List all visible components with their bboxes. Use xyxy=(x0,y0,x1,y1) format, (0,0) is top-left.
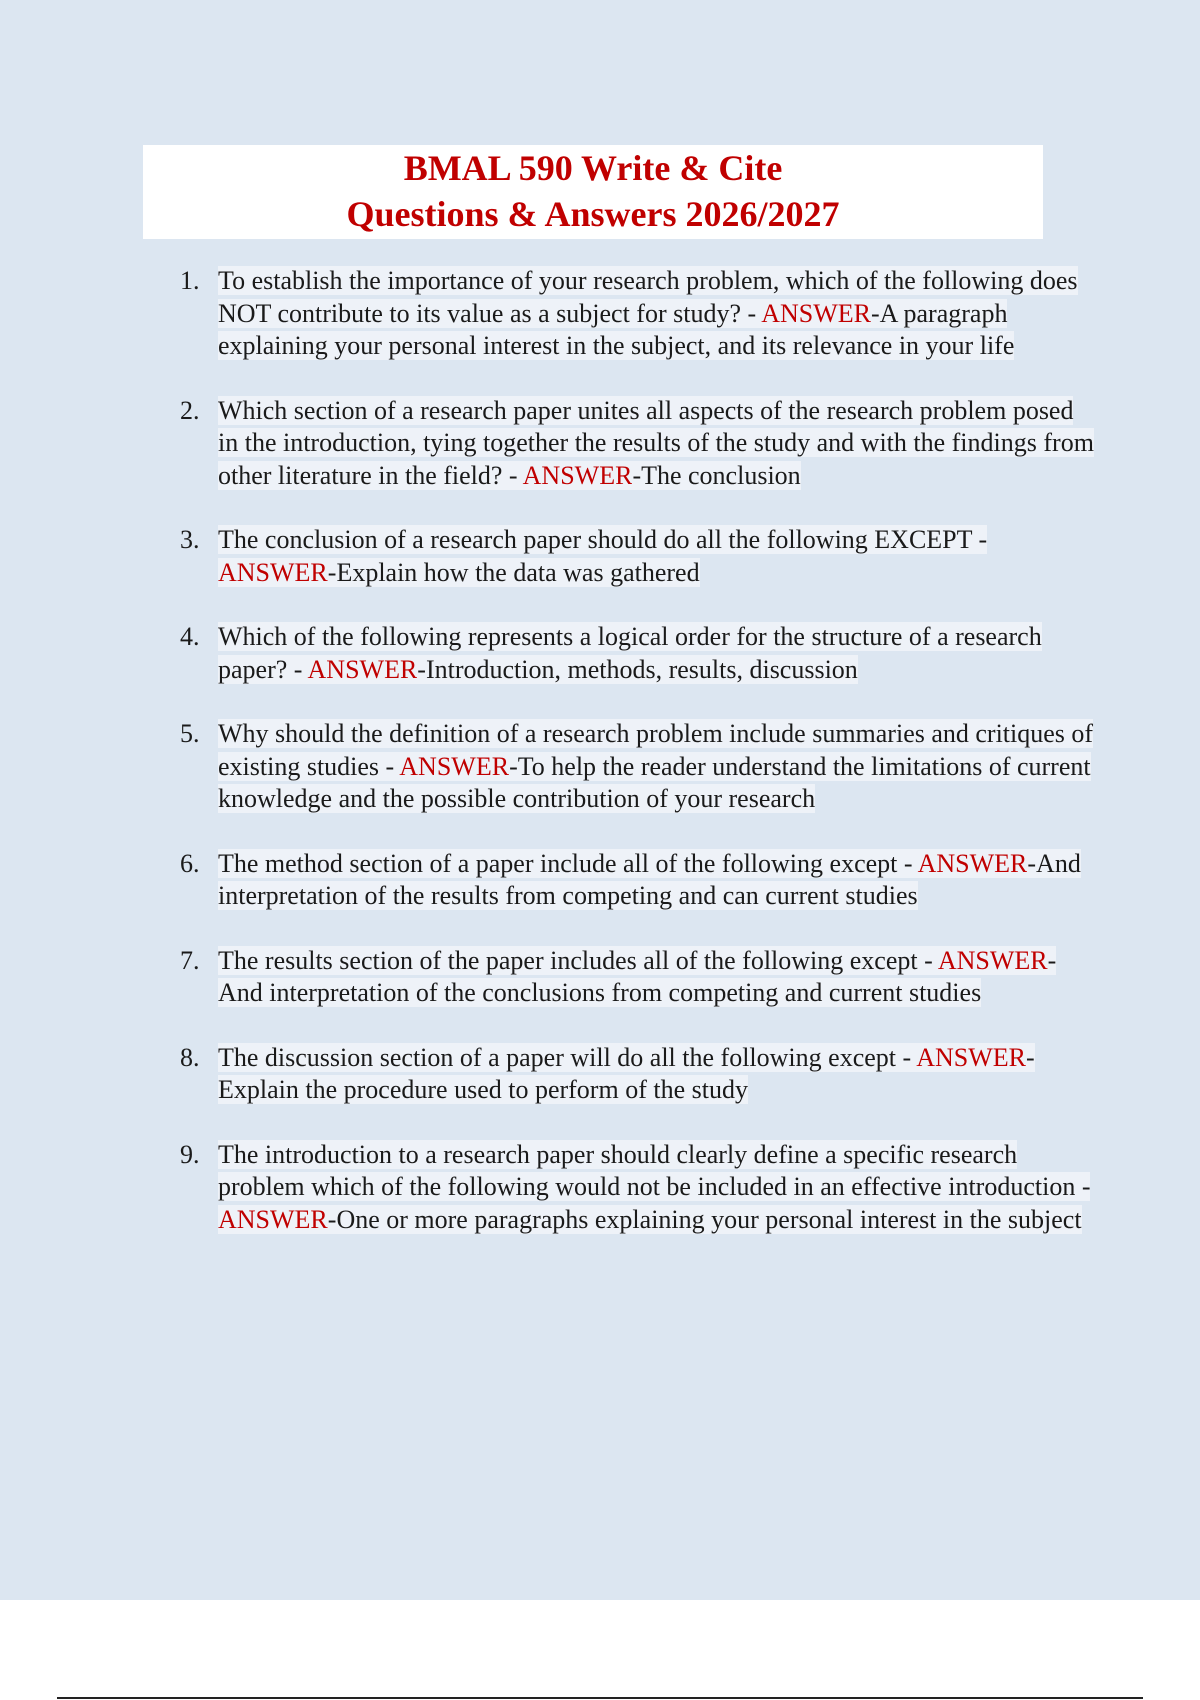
answer-label: ANSWER xyxy=(218,557,328,587)
answer-text: -The conclusion xyxy=(632,460,801,490)
question-text: The method section of a paper include all of the following except - xyxy=(218,848,918,878)
item-number: 7. xyxy=(180,945,200,975)
item-number: 4. xyxy=(180,622,200,651)
qa-item xyxy=(0,524,1098,589)
answer-text: -Introduction, methods, results, discussion xyxy=(417,654,858,684)
answer-label: ANSWER xyxy=(218,1204,328,1234)
qa-item xyxy=(0,718,1098,816)
qa-item xyxy=(0,1042,1098,1107)
qa-item xyxy=(0,395,1098,493)
answer-text: -And interpretation of the conclusions from competing and current studies xyxy=(218,945,1057,1007)
answer-label: ANSWER xyxy=(761,298,872,328)
title-line-2: Questions & Answers 2026/2027 xyxy=(346,194,840,234)
question-text: The discussion section of a paper will do all the following except - xyxy=(218,1042,917,1072)
question-text: Which of the following represents a logical order for the structure of a research paper? - xyxy=(218,622,1042,684)
answer-text: -One or more paragraphs explaining your personal interest in the subject xyxy=(327,1204,1082,1234)
answer-text: -Explain how the data was gathered xyxy=(327,557,700,587)
answer-label: ANSWER xyxy=(307,654,418,684)
qa-item xyxy=(0,848,1098,913)
item-number: 3. xyxy=(180,525,200,554)
question-text: The conclusion of a research paper should do all the following EXCEPT - xyxy=(218,525,988,554)
question-text: Why should the definition of a research problem include summaries and critiques of existing studies - xyxy=(218,719,1094,781)
footer-divider xyxy=(57,1697,1143,1699)
item-number: 1. xyxy=(180,266,200,295)
item-number: 9. xyxy=(180,1139,200,1169)
answer-label: ANSWER xyxy=(916,1042,1026,1072)
qa-item xyxy=(0,945,1098,1010)
answer-text: -Explain the procedure used to perform of the study xyxy=(218,1042,1035,1104)
answer-text: -To help the reader understand the limitations of current knowledge and the possible contribution of your research xyxy=(218,751,1091,813)
question-text: Which section of a research paper unites all aspects of the research problem posed in the introduction, tying together the results of the study and with the findings from other literature in the field? - xyxy=(218,395,1094,490)
item-number: 5. xyxy=(180,719,200,748)
answer-label: ANSWER xyxy=(522,460,633,490)
item-number: 6. xyxy=(180,848,200,878)
item-number: 8. xyxy=(180,1042,200,1072)
item-number: 2. xyxy=(180,395,200,425)
question-text: To establish the importance of your research problem, which of the following does NOT contribute to its value as a subject for study? - xyxy=(218,266,1078,328)
question-text: The results section of the paper includes all of the following except - xyxy=(218,945,938,975)
answer-label: ANSWER xyxy=(399,751,510,781)
answer-text: -And interpretation of the results from competing and can current studies xyxy=(218,848,1081,910)
qa-item xyxy=(0,621,1098,686)
answer-label: ANSWER xyxy=(917,848,1028,878)
question-text: The introduction to a research paper should clearly define a specific research problem which of the following would not be included in an effective introduction - xyxy=(218,1139,1091,1201)
title-line-1: BMAL 590 Write & Cite xyxy=(403,148,783,188)
document-title xyxy=(143,145,1043,239)
answer-label: ANSWER xyxy=(937,945,1048,975)
answer-text: -A paragraph explaining your personal interest in the subject, and its relevance in your life xyxy=(218,298,1015,360)
qa-list xyxy=(0,265,1200,1268)
qa-item xyxy=(0,265,1098,363)
qa-item xyxy=(0,1139,1098,1237)
